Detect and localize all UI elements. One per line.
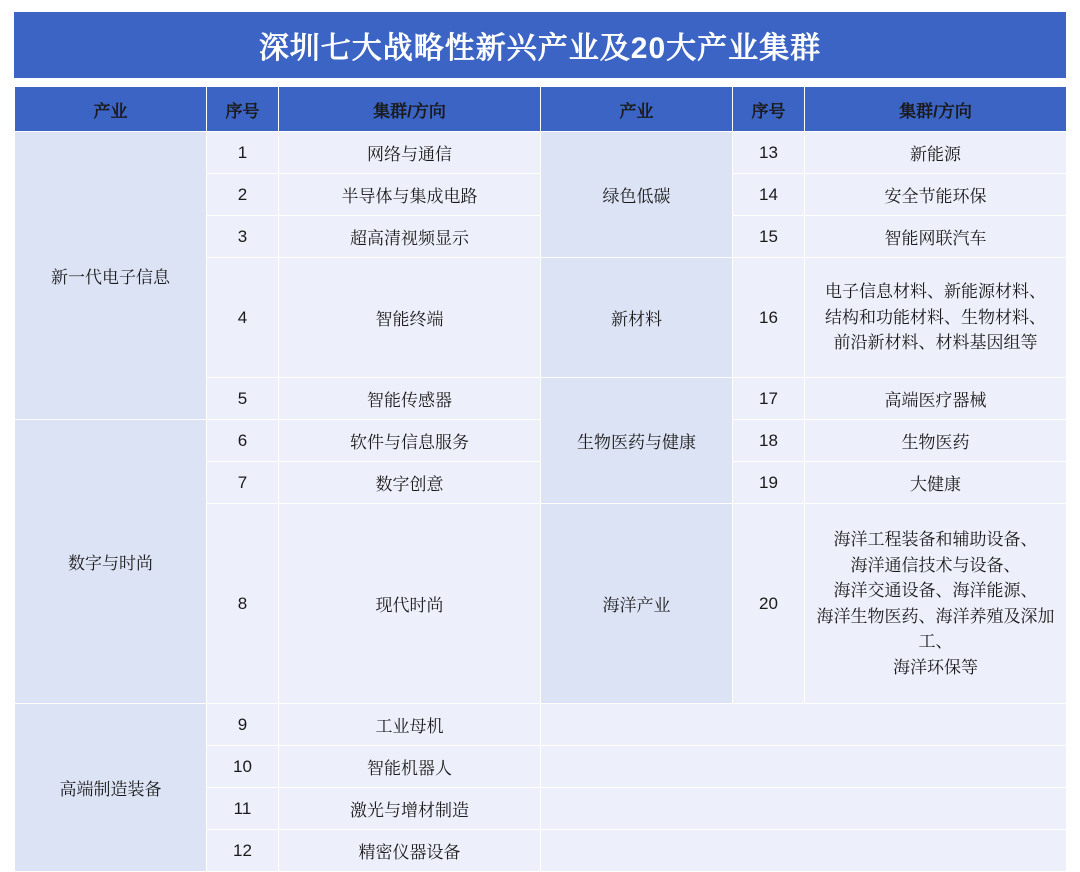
- empty-cell: [541, 830, 1067, 872]
- column-header-industry-left: 产业: [15, 87, 207, 132]
- sequence-number-cell: 4: [207, 258, 279, 378]
- industry-cell: 高端制造装备: [15, 704, 207, 872]
- cluster-cell: 海洋工程装备和辅助设备、 海洋通信技术与设备、 海洋交通设备、海洋能源、 海洋生物医药、海洋养殖及深加工、 海洋环保等: [805, 504, 1067, 704]
- cluster-cell: 大健康: [805, 462, 1067, 504]
- column-header-cluster-left: 集群/方向: [279, 87, 541, 132]
- page-title: [14, 12, 1066, 78]
- sequence-number-cell: 7: [207, 462, 279, 504]
- column-header-industry-right: 产业: [541, 87, 733, 132]
- sequence-number-cell: 17: [733, 378, 805, 420]
- sequence-number-cell: 9: [207, 704, 279, 746]
- sequence-number-cell: 1: [207, 132, 279, 174]
- column-header-cluster-right: 集群/方向: [805, 87, 1067, 132]
- column-header-no-right: 序号: [733, 87, 805, 132]
- sequence-number-cell: 12: [207, 830, 279, 872]
- industry-cell: 海洋产业: [541, 504, 733, 704]
- sequence-number-cell: 11: [207, 788, 279, 830]
- cluster-cell: 工业母机: [279, 704, 541, 746]
- sequence-number-cell: 16: [733, 258, 805, 378]
- industry-cell: 绿色低碳: [541, 132, 733, 258]
- table-row: [15, 132, 1067, 174]
- sequence-number-cell: 18: [733, 420, 805, 462]
- table-body: [15, 132, 1067, 872]
- industry-cell: 数字与时尚: [15, 420, 207, 704]
- table-header: [15, 87, 1067, 132]
- sequence-number-cell: 13: [733, 132, 805, 174]
- industry-cell: 新材料: [541, 258, 733, 378]
- column-header-no-left: 序号: [207, 87, 279, 132]
- empty-cell: [541, 746, 1067, 788]
- cluster-cell: 网络与通信: [279, 132, 541, 174]
- page-title-text: 深圳七大战略性新兴产业及20大产业集群: [258, 32, 822, 65]
- cluster-cell: 电子信息材料、新能源材料、 结构和功能材料、生物材料、 前沿新材料、材料基因组等: [805, 258, 1067, 378]
- sequence-number-cell: 19: [733, 462, 805, 504]
- sequence-number-cell: 14: [733, 174, 805, 216]
- cluster-cell: 智能终端: [279, 258, 541, 378]
- cluster-cell: 精密仪器设备: [279, 830, 541, 872]
- cluster-cell: 安全节能环保: [805, 174, 1067, 216]
- cluster-cell: 现代时尚: [279, 504, 541, 704]
- cluster-cell: 智能传感器: [279, 378, 541, 420]
- industry-cluster-table: [14, 86, 1067, 872]
- sequence-number-cell: 5: [207, 378, 279, 420]
- sequence-number-cell: 6: [207, 420, 279, 462]
- cluster-cell: 超高清视频显示: [279, 216, 541, 258]
- cluster-cell: 高端医疗器械: [805, 378, 1067, 420]
- sequence-number-cell: 3: [207, 216, 279, 258]
- industry-cell: 新一代电子信息: [15, 132, 207, 420]
- sequence-number-cell: 8: [207, 504, 279, 704]
- empty-cell: [541, 788, 1067, 830]
- sequence-number-cell: 2: [207, 174, 279, 216]
- cluster-cell: 新能源: [805, 132, 1067, 174]
- cluster-cell: 软件与信息服务: [279, 420, 541, 462]
- sequence-number-cell: 10: [207, 746, 279, 788]
- cluster-cell: 激光与增材制造: [279, 788, 541, 830]
- cluster-cell: 智能网联汽车: [805, 216, 1067, 258]
- cluster-cell: 数字创意: [279, 462, 541, 504]
- table-row: [15, 704, 1067, 746]
- sequence-number-cell: 15: [733, 216, 805, 258]
- sequence-number-cell: 20: [733, 504, 805, 704]
- cluster-cell: 生物医药: [805, 420, 1067, 462]
- empty-cell: [541, 704, 1067, 746]
- industry-cell: 生物医药与健康: [541, 378, 733, 504]
- cluster-cell: 半导体与集成电路: [279, 174, 541, 216]
- table-header-row: [15, 87, 1067, 132]
- cluster-cell: 智能机器人: [279, 746, 541, 788]
